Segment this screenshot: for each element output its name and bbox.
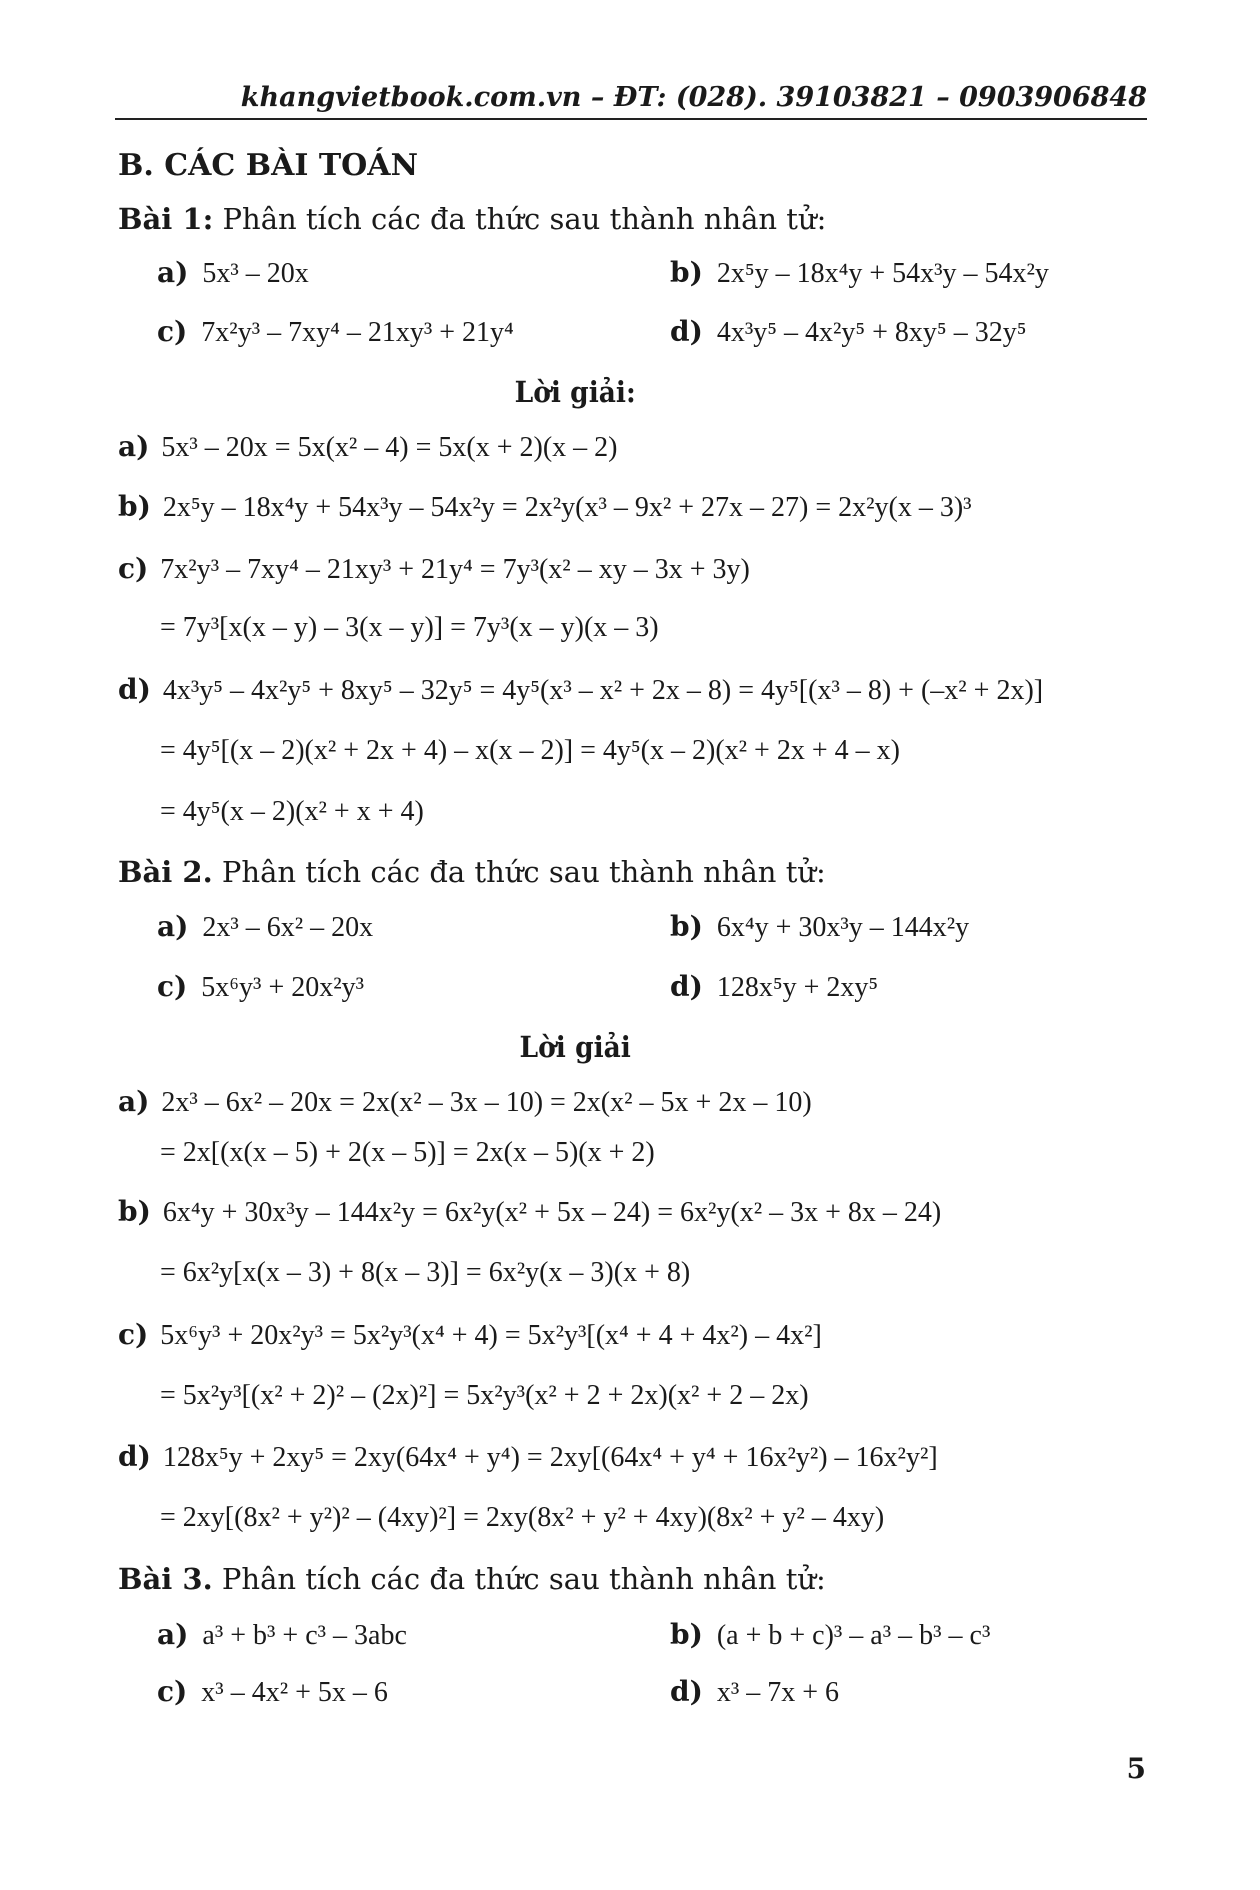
solution-text: 4x³y⁵ – 4x²y⁵ + 8xy⁵ – 32y⁵ = 4y⁵(x³ – x² + 2x – 8) = 4y⁵[(x³ – 8) + (–x² + 2x)] — [162, 675, 1044, 706]
problem-1-statement — [118, 202, 826, 236]
solution-continuation: = 4y⁵[(x – 2)(x² + 2x + 4) – x(x – 2)] = 4y⁵(x – 2)(x² + 2x + 4 – x) — [160, 735, 900, 766]
solution-line — [118, 552, 750, 586]
problem-3-item-a — [157, 1618, 407, 1652]
section-title: B. CÁC BÀI TOÁN — [118, 148, 418, 183]
item-expression: 2x⁵y – 18x⁴y + 54x³y – 54x²y — [716, 258, 1049, 289]
item-expression: (a + b + c)³ – a³ – b³ – c³ — [716, 1620, 991, 1651]
solution-text: 128x⁵y + 2xy⁵ = 2xy(64x⁴ + y⁴) = 2xy[(64x⁴ + y⁴ + 16x²y²) – 16x²y²] — [162, 1442, 938, 1473]
solution-line — [118, 1440, 938, 1474]
item-label: a) — [157, 1618, 189, 1651]
solution-line — [118, 490, 972, 524]
solution-text: 2x³ – 6x² – 20x = 2x(x² – 3x – 10) = 2x(x² – 5x + 2x – 10) — [161, 1087, 812, 1118]
solution-text: 5x³ – 20x = 5x(x² – 4) = 5x(x + 2)(x – 2) — [161, 432, 618, 463]
problem-1-item-b — [670, 256, 1049, 290]
problem-2-item-d — [670, 970, 878, 1004]
solution-label: a) — [118, 430, 150, 463]
item-expression: 2x³ – 6x² – 20x — [202, 912, 374, 943]
solution-label: a) — [118, 1085, 150, 1118]
problem-1-text: Phân tích các đa thức sau thành nhân tử: — [213, 202, 827, 236]
solution-text: 5x⁶y³ + 20x²y³ = 5x²y³(x⁴ + 4) = 5x²y³[(x⁴ + 4 + 4x²) – 4x²] — [160, 1320, 822, 1351]
item-label: b) — [670, 1618, 703, 1651]
item-expression: 7x²y³ – 7xy⁴ – 21xy³ + 21y⁴ — [201, 317, 514, 348]
solution-line — [118, 1318, 822, 1352]
item-label: c) — [157, 1675, 188, 1708]
problem-1-item-a — [157, 256, 309, 290]
problem-1-solution-title: Lời giải: — [514, 375, 636, 409]
solution-label: d) — [118, 1440, 151, 1473]
item-expression: a³ + b³ + c³ – 3abc — [202, 1620, 407, 1651]
item-expression: x³ – 4x² + 5x – 6 — [201, 1677, 388, 1708]
problem-3-item-b — [670, 1618, 990, 1652]
solution-continuation: = 2xy[(8x² + y²)² – (4xy)²] = 2xy(8x² + y² + 4xy)(8x² + y² – 4xy) — [160, 1502, 885, 1533]
item-label: d) — [670, 1675, 703, 1708]
problem-1-item-c — [157, 315, 514, 349]
problem-2-statement — [118, 855, 826, 889]
problem-2-item-c — [157, 970, 364, 1004]
item-expression: 128x⁵y + 2xy⁵ — [716, 972, 879, 1003]
solution-line — [118, 1195, 941, 1229]
problem-3-text: Phân tích các đa thức sau thành nhân tử: — [212, 1562, 826, 1596]
item-expression: 4x³y⁵ – 4x²y⁵ + 8xy⁵ – 32y⁵ — [716, 317, 1027, 348]
item-expression: 5x⁶y³ + 20x²y³ — [201, 972, 365, 1003]
item-label: c) — [157, 970, 188, 1003]
solution-label: c) — [118, 552, 149, 585]
problem-2-item-b — [670, 910, 969, 944]
solution-text: 6x⁴y + 30x³y – 144x²y = 6x²y(x² + 5x – 24) = 6x²y(x² – 3x + 8x – 24) — [162, 1197, 942, 1228]
solution-continuation: = 7y³[x(x – y) – 3(x – y)] = 7y³(x – y)(x – 3) — [160, 612, 659, 643]
problem-3-label: Bài 3. — [118, 1562, 213, 1596]
solution-label: b) — [118, 490, 151, 523]
solution-continuation: = 5x²y³[(x² + 2)² – (2x)²] = 5x²y³(x² + 2 + 2x)(x² + 2 – 2x) — [160, 1380, 809, 1411]
solution-line — [118, 673, 1043, 707]
solution-continuation: = 6x²y[x(x – 3) + 8(x – 3)] = 6x²y(x – 3)(x + 8) — [160, 1257, 691, 1288]
item-label: b) — [670, 910, 703, 943]
problem-2-solution-title: Lời giải — [519, 1030, 631, 1064]
problem-2-label: Bài 2. — [118, 855, 213, 889]
solution-line — [118, 430, 618, 464]
problem-3-item-c — [157, 1675, 388, 1709]
item-label: b) — [670, 256, 703, 289]
item-expression: 5x³ – 20x — [202, 258, 309, 289]
item-expression: 6x⁴y + 30x³y – 144x²y — [716, 912, 970, 943]
item-label: d) — [670, 315, 703, 348]
problem-2-item-a — [157, 910, 373, 944]
solution-label: b) — [118, 1195, 151, 1228]
problem-2-text: Phân tích các đa thức sau thành nhân tử: — [212, 855, 826, 889]
problem-3-item-d — [670, 1675, 839, 1709]
solution-label: c) — [118, 1318, 149, 1351]
page-number: 5 — [1126, 1752, 1146, 1785]
solution-continuation: = 2x[(x(x – 5) + 2(x – 5)] = 2x(x – 5)(x + 2) — [160, 1137, 655, 1168]
page-header: khangvietbook.com.vn – ĐT: (028). 39103821 – 0903906848 — [240, 82, 1147, 113]
problem-3-statement — [118, 1562, 826, 1596]
item-label: d) — [670, 970, 703, 1003]
solution-line — [118, 1085, 812, 1119]
solution-continuation: = 4y⁵(x – 2)(x² + x + 4) — [160, 796, 424, 827]
item-label: a) — [157, 256, 189, 289]
item-label: c) — [157, 315, 188, 348]
item-expression: x³ – 7x + 6 — [716, 1677, 840, 1708]
solution-label: d) — [118, 673, 151, 706]
problem-1-item-d — [670, 315, 1026, 349]
problem-1-label: Bài 1: — [118, 202, 214, 236]
solution-text: 7x²y³ – 7xy⁴ – 21xy³ + 21y⁴ = 7y³(x² – xy – 3x + 3y) — [160, 554, 750, 585]
item-label: a) — [157, 910, 189, 943]
header-divider — [115, 118, 1147, 120]
solution-text: 2x⁵y – 18x⁴y + 54x³y – 54x²y = 2x²y(x³ – 9x² + 27x – 27) = 2x²y(x – 3)³ — [162, 492, 972, 523]
